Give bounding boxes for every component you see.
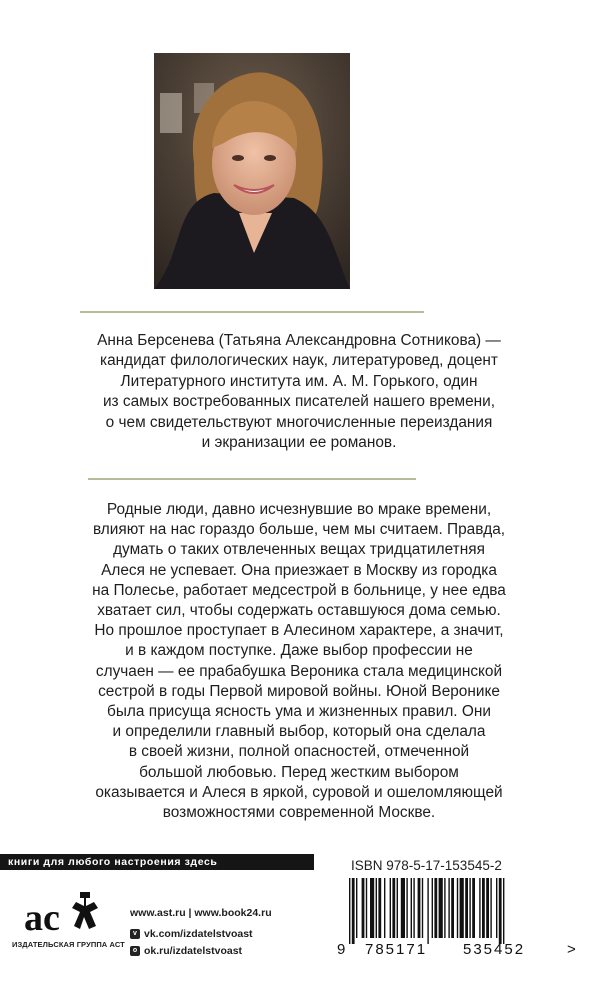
barcode-bar (411, 878, 412, 938)
websites-link[interactable]: www.ast.ru | www.book24.ru (130, 906, 272, 919)
barcode-bar (482, 878, 485, 938)
barcode-bar (413, 878, 414, 938)
barcode-bar (427, 878, 428, 944)
barcode-bar (460, 878, 464, 938)
barcode-right-digits: 535452 (463, 941, 526, 958)
barcode-bar (401, 878, 405, 938)
barcode-bar (499, 878, 502, 944)
barcode-bar (349, 878, 350, 944)
barcode (335, 878, 583, 958)
ok-link[interactable] (130, 942, 272, 959)
barcode-bar (390, 878, 391, 938)
barcode-bar (479, 878, 480, 938)
book-annotation (20, 500, 578, 823)
barcode-left-digits: 785171 (365, 941, 428, 958)
bio-line: из самых востребованных писателей нашего времени, (102, 393, 496, 411)
ast-logo (22, 880, 106, 940)
barcode-bar (362, 878, 365, 938)
annotation-line: Родные люди, давно исчезнувшие во мраке времени, (106, 501, 492, 518)
barcode-bar (378, 878, 381, 938)
barcode-bar (356, 878, 357, 938)
logo-figure-icon (72, 892, 98, 929)
barcode-bar (406, 878, 407, 938)
bio-line: Литературного института им. А. М. Горького, один (120, 372, 478, 390)
bio-line: о чем свидетельствуют многочисленные переиздания (105, 413, 493, 431)
bio-line: Анна Берсенева (Татьяна Александровна Сотникова) — (97, 332, 501, 349)
barcode-bar (422, 878, 423, 938)
barcode-end-mark: > (567, 941, 576, 958)
tagline-strip: книги для любого настроения здесь (0, 854, 314, 870)
divider-bottom (88, 478, 416, 480)
annotation-line: большой любовью. Перед жестким выбором (139, 763, 459, 781)
annotation-line: Алеся не успевает. Она приезжает в Москву из городка (101, 561, 497, 579)
barcode-bar (439, 878, 443, 938)
barcode-bar (397, 878, 398, 938)
annotation-line: хватает сил, чтобы содержать оставшуюся дома семью. (97, 602, 501, 620)
annotation-line: в своей жизни, полной опасностей, отмеченной (128, 743, 470, 761)
barcode-bar (469, 878, 470, 938)
barcode-first-digit: 9 (337, 941, 346, 958)
barcode-bar (352, 878, 355, 944)
barcode-bar (486, 878, 489, 938)
publisher-name: ИЗДАТЕЛЬСКАЯ ГРУППА АСТ (12, 940, 125, 949)
author-bio (30, 331, 568, 453)
annotation-line: на Полесье, работает медсестрой в больнице, у нее едва (92, 581, 506, 599)
barcode-bar (366, 878, 367, 938)
vk-label: vk.com/izdatelstvoast (144, 927, 253, 940)
barcode-bar (503, 878, 504, 944)
barcode-bar (444, 878, 445, 938)
barcode-bar (472, 878, 475, 938)
isbn: ISBN 978-5-17-153545-2 (351, 858, 502, 873)
annotation-line: и определили главный выбор, который она сделала (112, 723, 486, 741)
bio-line: кандидат филологических наук, литературовед, доцент (100, 352, 498, 370)
annotation-line: возможностями современной Москве. (162, 804, 436, 822)
annotation-line: оказывается и Алеся в яркой, суровой и ошеломляющей (95, 783, 503, 801)
annotation-line: думать о таких отвлеченных вещах тридцатилетняя (113, 541, 485, 559)
annotation-line: влияют на нас гораздо больше, чем мы считаем. Правда, (92, 521, 506, 539)
vk-icon: v (130, 929, 140, 939)
annotation-line: и в каждом поступке. Даже выбор профессии не (125, 642, 473, 660)
barcode-bar (418, 878, 421, 938)
barcode-bar (370, 878, 374, 938)
logo-letters: ас (24, 897, 60, 939)
barcode-bar (384, 878, 385, 938)
barcode-bar (434, 878, 437, 938)
ok-icon: o (130, 946, 140, 956)
annotation-line: Но прошлое проступает в Алесином характере, а значит, (94, 622, 504, 640)
divider-top (80, 311, 424, 313)
annotation-line: сестрой в годы Первой мировой войны. Юной Веронике (98, 682, 500, 700)
barcode-bar (490, 878, 491, 938)
bio-line: и экранизации ее романов. (201, 434, 397, 452)
contacts (130, 904, 272, 959)
barcode-bar (451, 878, 454, 938)
barcode-bar (376, 878, 377, 938)
barcode-bar (392, 878, 395, 938)
ok-label: ok.ru/izdatelstvoast (144, 944, 243, 957)
barcode-bar (448, 878, 449, 938)
author-photo (154, 53, 350, 289)
vk-link[interactable] (130, 925, 272, 942)
barcode-bar (465, 878, 468, 938)
barcode-bar (457, 878, 458, 938)
barcode-bar (432, 878, 433, 938)
barcode-bar (496, 878, 497, 938)
annotation-line: случаен — ее прабабушка Вероника стала медицинской (95, 662, 503, 680)
annotation-line: была присуща ясность ума и жизненных правил. Они (107, 703, 491, 721)
